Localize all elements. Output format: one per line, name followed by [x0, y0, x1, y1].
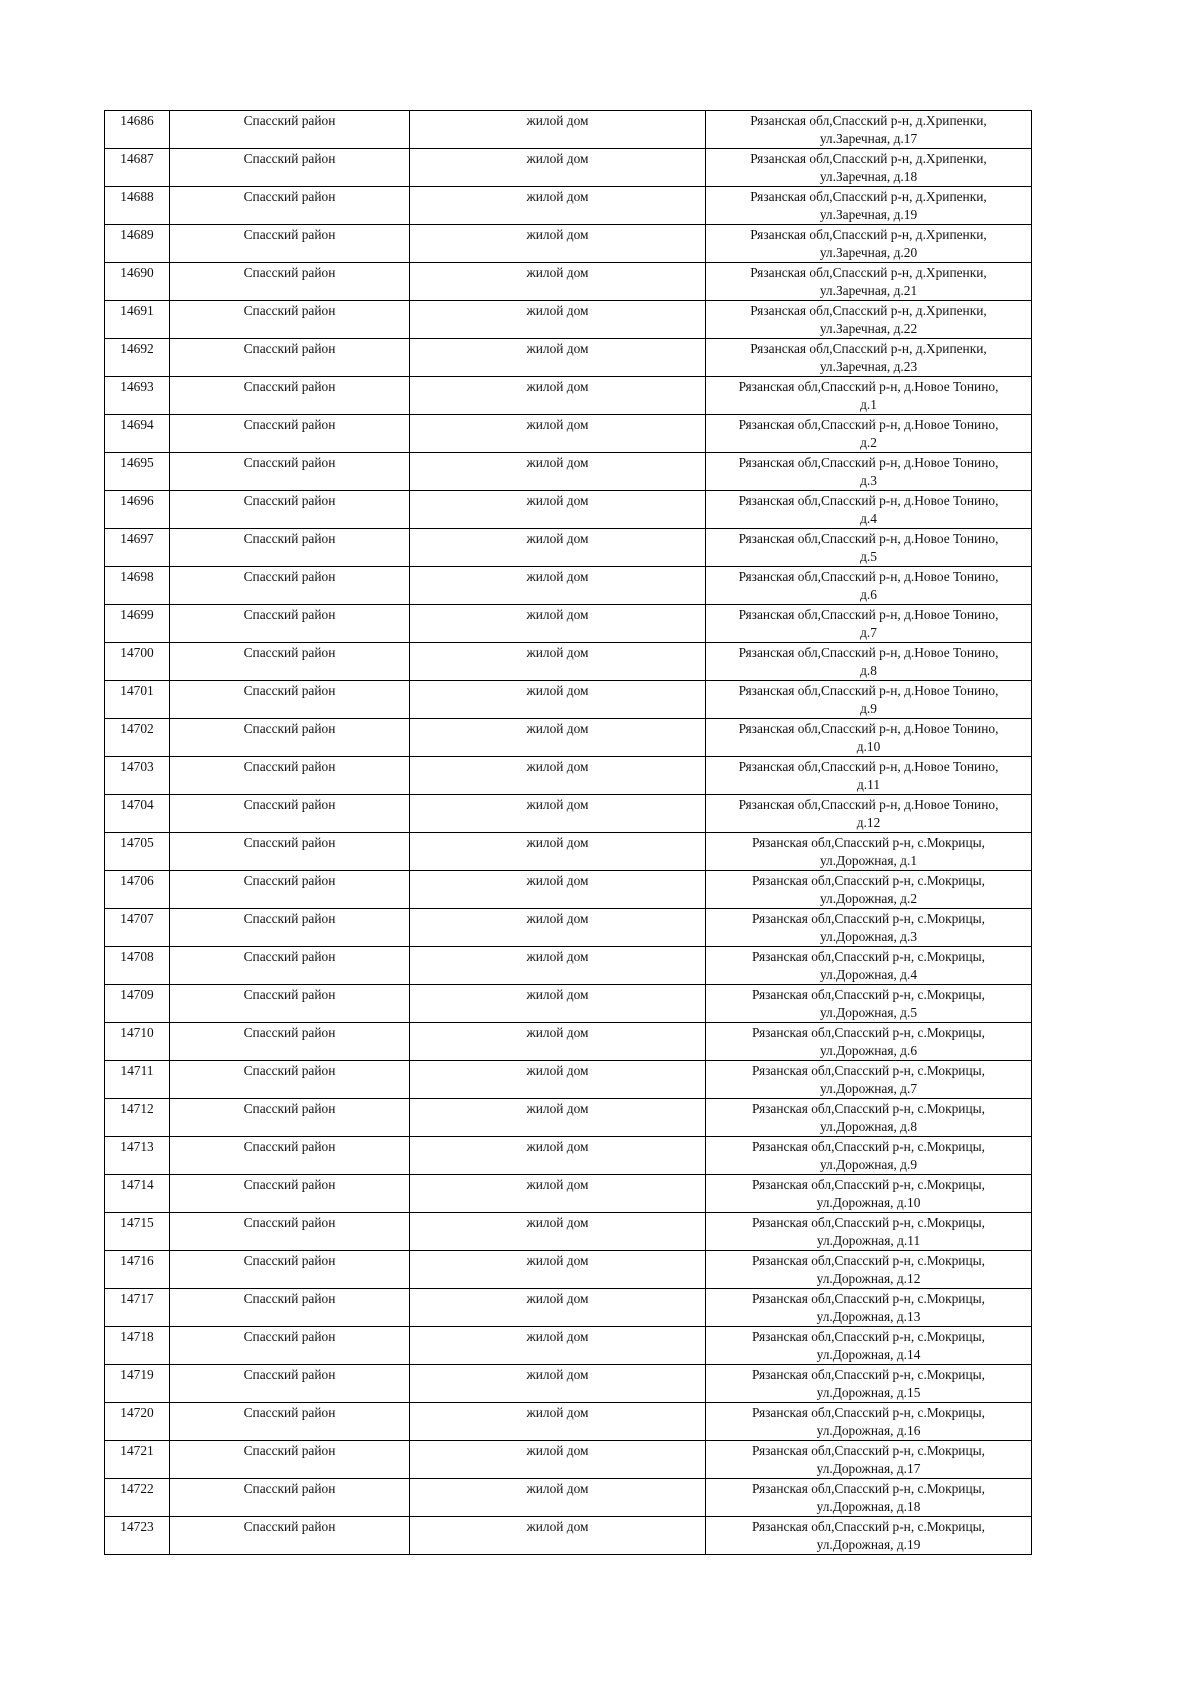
- address-line-2: ул.Заречная, д.17: [819, 131, 918, 146]
- table-row: [105, 1137, 1032, 1175]
- district-cell: Спасский район: [170, 681, 410, 719]
- address-line-2: д.6: [860, 587, 877, 602]
- district-cell: Спасский район: [170, 225, 410, 263]
- district-cell: Спасский район: [170, 871, 410, 909]
- object-type-cell: жилой дом: [410, 1365, 706, 1403]
- table-row: [105, 605, 1032, 643]
- address-line-2: ул.Дорожная, д.16: [816, 1423, 921, 1438]
- district-cell: Спасский район: [170, 301, 410, 339]
- address-line-1: Рязанская обл,Спасский р-н, с.Мокрицы,: [752, 1291, 985, 1306]
- table-row: [105, 1441, 1032, 1479]
- table-row: [105, 149, 1032, 187]
- address-cell: [706, 681, 1032, 719]
- object-type-cell: жилой дом: [410, 453, 706, 491]
- address-cell: [706, 225, 1032, 263]
- address-cell: [706, 1099, 1032, 1137]
- table-row: [105, 871, 1032, 909]
- address-line-2: ул.Дорожная, д.17: [816, 1461, 921, 1476]
- object-type-cell: жилой дом: [410, 491, 706, 529]
- record-number-cell: 14693: [105, 377, 170, 415]
- object-type-cell: жилой дом: [410, 605, 706, 643]
- address-line-2: д.2: [860, 435, 877, 450]
- object-type-cell: жилой дом: [410, 567, 706, 605]
- address-line-1: Рязанская обл,Спасский р-н, с.Мокрицы,: [752, 873, 985, 888]
- address-line-1: Рязанская обл,Спасский р-н, с.Мокрицы,: [752, 1025, 985, 1040]
- address-line-1: Рязанская обл,Спасский р-н, д.Хрипенки,: [750, 227, 987, 242]
- address-line-2: ул.Дорожная, д.1: [819, 853, 918, 868]
- district-cell: Спасский район: [170, 187, 410, 225]
- address-cell: [706, 339, 1032, 377]
- address-line-2: ул.Заречная, д.19: [819, 207, 918, 222]
- record-number-cell: 14702: [105, 719, 170, 757]
- address-line-2: ул.Дорожная, д.12: [816, 1271, 921, 1286]
- record-number-cell: 14711: [105, 1061, 170, 1099]
- address-line-1: Рязанская обл,Спасский р-н, с.Мокрицы,: [752, 1101, 985, 1116]
- address-line-1: Рязанская обл,Спасский р-н, д.Хрипенки,: [750, 151, 987, 166]
- address-cell: [706, 1441, 1032, 1479]
- address-line-2: ул.Дорожная, д.14: [816, 1347, 921, 1362]
- table-row: [105, 719, 1032, 757]
- address-line-2: ул.Заречная, д.22: [819, 321, 918, 336]
- address-line-2: ул.Дорожная, д.6: [819, 1043, 918, 1058]
- object-type-cell: жилой дом: [410, 1175, 706, 1213]
- object-type-cell: жилой дом: [410, 871, 706, 909]
- address-cell: [706, 909, 1032, 947]
- record-number-cell: 14705: [105, 833, 170, 871]
- table-row: [105, 491, 1032, 529]
- table-row: [105, 985, 1032, 1023]
- district-cell: Спасский район: [170, 567, 410, 605]
- address-cell: [706, 377, 1032, 415]
- object-type-cell: жилой дом: [410, 643, 706, 681]
- address-line-1: Рязанская обл,Спасский р-н, д.Новое Тонино,: [738, 455, 999, 470]
- address-line-2: д.11: [856, 777, 881, 792]
- record-number-cell: 14708: [105, 947, 170, 985]
- district-cell: Спасский район: [170, 909, 410, 947]
- object-type-cell: жилой дом: [410, 985, 706, 1023]
- table-row: [105, 415, 1032, 453]
- address-cell: [706, 1251, 1032, 1289]
- table-row: [105, 643, 1032, 681]
- address-cell: [706, 301, 1032, 339]
- address-line-2: ул.Дорожная, д.15: [816, 1385, 921, 1400]
- address-cell: [706, 1365, 1032, 1403]
- object-type-cell: жилой дом: [410, 263, 706, 301]
- address-line-2: ул.Заречная, д.21: [819, 283, 918, 298]
- table-row: [105, 833, 1032, 871]
- address-line-1: Рязанская обл,Спасский р-н, с.Мокрицы,: [752, 835, 985, 850]
- object-type-cell: жилой дом: [410, 1061, 706, 1099]
- address-cell: [706, 871, 1032, 909]
- record-number-cell: 14721: [105, 1441, 170, 1479]
- record-number-cell: 14713: [105, 1137, 170, 1175]
- table-row: [105, 377, 1032, 415]
- table-row: [105, 1403, 1032, 1441]
- address-line-1: Рязанская обл,Спасский р-н, с.Мокрицы,: [752, 1329, 985, 1344]
- address-cell: [706, 263, 1032, 301]
- object-type-cell: жилой дом: [410, 1517, 706, 1555]
- table-row: [105, 1213, 1032, 1251]
- record-number-cell: 14694: [105, 415, 170, 453]
- address-cell: [706, 1023, 1032, 1061]
- address-line-2: д.10: [856, 739, 881, 754]
- table-row: [105, 567, 1032, 605]
- record-number-cell: 14687: [105, 149, 170, 187]
- object-type-cell: жилой дом: [410, 377, 706, 415]
- record-number-cell: 14686: [105, 111, 170, 149]
- address-line-2: ул.Заречная, д.20: [819, 245, 918, 260]
- address-line-1: Рязанская обл,Спасский р-н, с.Мокрицы,: [752, 1519, 985, 1534]
- district-cell: Спасский район: [170, 453, 410, 491]
- district-cell: Спасский район: [170, 1099, 410, 1137]
- address-cell: [706, 1403, 1032, 1441]
- address-line-1: Рязанская обл,Спасский р-н, д.Хрипенки,: [750, 113, 987, 128]
- address-line-2: д.1: [860, 397, 877, 412]
- address-line-1: Рязанская обл,Спасский р-н, с.Мокрицы,: [752, 987, 985, 1002]
- table-row: [105, 111, 1032, 149]
- address-line-2: ул.Дорожная, д.5: [819, 1005, 918, 1020]
- table-row: [105, 529, 1032, 567]
- district-cell: Спасский район: [170, 1137, 410, 1175]
- object-type-cell: жилой дом: [410, 795, 706, 833]
- object-type-cell: жилой дом: [410, 339, 706, 377]
- object-type-cell: жилой дом: [410, 757, 706, 795]
- address-cell: [706, 1327, 1032, 1365]
- district-cell: Спасский район: [170, 111, 410, 149]
- district-cell: Спасский район: [170, 1289, 410, 1327]
- address-line-2: ул.Дорожная, д.2: [819, 891, 918, 906]
- property-registry-table: [104, 110, 1032, 1555]
- address-cell: [706, 605, 1032, 643]
- table-row: [105, 795, 1032, 833]
- object-type-cell: жилой дом: [410, 1213, 706, 1251]
- table-row: [105, 453, 1032, 491]
- record-number-cell: 14692: [105, 339, 170, 377]
- address-line-1: Рязанская обл,Спасский р-н, д.Новое Тонино,: [738, 531, 999, 546]
- table-row: [105, 909, 1032, 947]
- object-type-cell: жилой дом: [410, 415, 706, 453]
- record-number-cell: 14697: [105, 529, 170, 567]
- district-cell: Спасский район: [170, 1479, 410, 1517]
- address-line-1: Рязанская обл,Спасский р-н, д.Новое Тонино,: [738, 759, 999, 774]
- address-line-2: ул.Дорожная, д.13: [816, 1309, 921, 1324]
- address-line-1: Рязанская обл,Спасский р-н, д.Хрипенки,: [750, 265, 987, 280]
- address-line-2: ул.Дорожная, д.11: [816, 1233, 921, 1248]
- address-line-2: ул.Дорожная, д.8: [819, 1119, 918, 1134]
- table-row: [105, 1365, 1032, 1403]
- address-line-1: Рязанская обл,Спасский р-н, д.Новое Тонино,: [738, 417, 999, 432]
- district-cell: Спасский район: [170, 1023, 410, 1061]
- address-cell: [706, 111, 1032, 149]
- address-line-1: Рязанская обл,Спасский р-н, с.Мокрицы,: [752, 911, 985, 926]
- address-cell: [706, 453, 1032, 491]
- object-type-cell: жилой дом: [410, 187, 706, 225]
- address-line-1: Рязанская обл,Спасский р-н, с.Мокрицы,: [752, 1443, 985, 1458]
- table-row: [105, 1479, 1032, 1517]
- object-type-cell: жилой дом: [410, 947, 706, 985]
- address-line-1: Рязанская обл,Спасский р-н, д.Новое Тонино,: [738, 683, 999, 698]
- address-line-1: Рязанская обл,Спасский р-н, с.Мокрицы,: [752, 1367, 985, 1382]
- address-line-1: Рязанская обл,Спасский р-н, с.Мокрицы,: [752, 1215, 985, 1230]
- table-row: [105, 1327, 1032, 1365]
- object-type-cell: жилой дом: [410, 1479, 706, 1517]
- record-number-cell: 14712: [105, 1099, 170, 1137]
- address-line-1: Рязанская обл,Спасский р-н, д.Новое Тонино,: [738, 569, 999, 584]
- address-line-1: Рязанская обл,Спасский р-н, с.Мокрицы,: [752, 1253, 985, 1268]
- record-number-cell: 14698: [105, 567, 170, 605]
- district-cell: Спасский район: [170, 491, 410, 529]
- district-cell: Спасский район: [170, 1213, 410, 1251]
- record-number-cell: 14718: [105, 1327, 170, 1365]
- address-cell: [706, 1213, 1032, 1251]
- address-cell: [706, 1517, 1032, 1555]
- address-line-2: д.3: [860, 473, 877, 488]
- address-cell: [706, 187, 1032, 225]
- record-number-cell: 14714: [105, 1175, 170, 1213]
- district-cell: Спасский район: [170, 757, 410, 795]
- record-number-cell: 14695: [105, 453, 170, 491]
- object-type-cell: жилой дом: [410, 225, 706, 263]
- address-line-1: Рязанская обл,Спасский р-н, с.Мокрицы,: [752, 1063, 985, 1078]
- record-number-cell: 14696: [105, 491, 170, 529]
- address-line-1: Рязанская обл,Спасский р-н, д.Хрипенки,: [750, 341, 987, 356]
- district-cell: Спасский район: [170, 1517, 410, 1555]
- address-line-1: Рязанская обл,Спасский р-н, д.Новое Тонино,: [738, 721, 999, 736]
- table-row: [105, 339, 1032, 377]
- object-type-cell: жилой дом: [410, 149, 706, 187]
- address-line-1: Рязанская обл,Спасский р-н, д.Новое Тонино,: [738, 493, 999, 508]
- district-cell: Спасский район: [170, 643, 410, 681]
- table-row: [105, 1289, 1032, 1327]
- address-line-1: Рязанская обл,Спасский р-н, с.Мокрицы,: [752, 1481, 985, 1496]
- address-cell: [706, 833, 1032, 871]
- district-cell: Спасский район: [170, 605, 410, 643]
- address-line-2: ул.Дорожная, д.3: [819, 929, 918, 944]
- address-line-1: Рязанская обл,Спасский р-н, д.Новое Тонино,: [738, 607, 999, 622]
- table-row: [105, 757, 1032, 795]
- record-number-cell: 14691: [105, 301, 170, 339]
- record-number-cell: 14706: [105, 871, 170, 909]
- table-row: [105, 681, 1032, 719]
- record-number-cell: 14720: [105, 1403, 170, 1441]
- table-row: [105, 1517, 1032, 1555]
- object-type-cell: жилой дом: [410, 1289, 706, 1327]
- table-row: [105, 1023, 1032, 1061]
- address-cell: [706, 1061, 1032, 1099]
- address-line-2: ул.Дорожная, д.9: [819, 1157, 918, 1172]
- address-line-1: Рязанская обл,Спасский р-н, с.Мокрицы,: [752, 1139, 985, 1154]
- address-cell: [706, 1175, 1032, 1213]
- district-cell: Спасский район: [170, 1365, 410, 1403]
- table-row: [105, 1251, 1032, 1289]
- record-number-cell: 14719: [105, 1365, 170, 1403]
- table-row: [105, 1175, 1032, 1213]
- record-number-cell: 14723: [105, 1517, 170, 1555]
- object-type-cell: жилой дом: [410, 833, 706, 871]
- record-number-cell: 14699: [105, 605, 170, 643]
- address-line-2: ул.Дорожная, д.19: [816, 1537, 921, 1552]
- district-cell: Спасский район: [170, 415, 410, 453]
- district-cell: Спасский район: [170, 1251, 410, 1289]
- record-number-cell: 14710: [105, 1023, 170, 1061]
- address-cell: [706, 1479, 1032, 1517]
- object-type-cell: жилой дом: [410, 1137, 706, 1175]
- address-cell: [706, 1137, 1032, 1175]
- address-line-2: ул.Заречная, д.18: [819, 169, 918, 184]
- address-line-1: Рязанская обл,Спасский р-н, с.Мокрицы,: [752, 1177, 985, 1192]
- record-number-cell: 14722: [105, 1479, 170, 1517]
- object-type-cell: жилой дом: [410, 719, 706, 757]
- record-number-cell: 14690: [105, 263, 170, 301]
- object-type-cell: жилой дом: [410, 1403, 706, 1441]
- address-cell: [706, 415, 1032, 453]
- record-number-cell: 14715: [105, 1213, 170, 1251]
- table-row: [105, 263, 1032, 301]
- object-type-cell: жилой дом: [410, 909, 706, 947]
- address-cell: [706, 149, 1032, 187]
- record-number-cell: 14707: [105, 909, 170, 947]
- object-type-cell: жилой дом: [410, 1251, 706, 1289]
- address-line-1: Рязанская обл,Спасский р-н, с.Мокрицы,: [752, 949, 985, 964]
- district-cell: Спасский район: [170, 263, 410, 301]
- address-line-1: Рязанская обл,Спасский р-н, д.Хрипенки,: [750, 189, 987, 204]
- address-line-2: д.5: [860, 549, 877, 564]
- address-line-2: ул.Дорожная, д.4: [819, 967, 918, 982]
- address-line-1: Рязанская обл,Спасский р-н, д.Новое Тонино,: [738, 797, 999, 812]
- district-cell: Спасский район: [170, 377, 410, 415]
- address-cell: [706, 491, 1032, 529]
- address-cell: [706, 757, 1032, 795]
- address-cell: [706, 985, 1032, 1023]
- address-cell: [706, 529, 1032, 567]
- table-row: [105, 1061, 1032, 1099]
- record-number-cell: 14717: [105, 1289, 170, 1327]
- object-type-cell: жилой дом: [410, 1327, 706, 1365]
- address-line-2: ул.Дорожная, д.18: [816, 1499, 921, 1514]
- registry-table-body: [105, 111, 1032, 1555]
- address-line-2: д.7: [860, 625, 877, 640]
- address-cell: [706, 795, 1032, 833]
- district-cell: Спасский район: [170, 833, 410, 871]
- table-row: [105, 225, 1032, 263]
- record-number-cell: 14689: [105, 225, 170, 263]
- object-type-cell: жилой дом: [410, 529, 706, 567]
- object-type-cell: жилой дом: [410, 1023, 706, 1061]
- record-number-cell: 14700: [105, 643, 170, 681]
- address-line-2: ул.Дорожная, д.7: [819, 1081, 918, 1096]
- district-cell: Спасский район: [170, 947, 410, 985]
- district-cell: Спасский район: [170, 795, 410, 833]
- district-cell: Спасский район: [170, 339, 410, 377]
- record-number-cell: 14703: [105, 757, 170, 795]
- table-row: [105, 1099, 1032, 1137]
- address-cell: [706, 1289, 1032, 1327]
- address-cell: [706, 947, 1032, 985]
- object-type-cell: жилой дом: [410, 301, 706, 339]
- table-row: [105, 947, 1032, 985]
- object-type-cell: жилой дом: [410, 681, 706, 719]
- address-cell: [706, 719, 1032, 757]
- address-line-1: Рязанская обл,Спасский р-н, д.Новое Тонино,: [738, 645, 999, 660]
- district-cell: Спасский район: [170, 985, 410, 1023]
- address-line-2: д.12: [856, 815, 881, 830]
- district-cell: Спасский район: [170, 1327, 410, 1365]
- address-line-2: ул.Заречная, д.23: [819, 359, 918, 374]
- address-line-2: д.4: [860, 511, 877, 526]
- district-cell: Спасский район: [170, 1175, 410, 1213]
- address-line-2: ул.Дорожная, д.10: [816, 1195, 921, 1210]
- address-line-1: Рязанская обл,Спасский р-н, с.Мокрицы,: [752, 1405, 985, 1420]
- record-number-cell: 14701: [105, 681, 170, 719]
- object-type-cell: жилой дом: [410, 1099, 706, 1137]
- table-row: [105, 301, 1032, 339]
- address-cell: [706, 567, 1032, 605]
- object-type-cell: жилой дом: [410, 111, 706, 149]
- record-number-cell: 14704: [105, 795, 170, 833]
- address-line-2: д.9: [860, 701, 877, 716]
- district-cell: Спасский район: [170, 719, 410, 757]
- address-cell: [706, 643, 1032, 681]
- district-cell: Спасский район: [170, 149, 410, 187]
- address-line-1: Рязанская обл,Спасский р-н, д.Новое Тонино,: [738, 379, 999, 394]
- table-row: [105, 187, 1032, 225]
- address-line-1: Рязанская обл,Спасский р-н, д.Хрипенки,: [750, 303, 987, 318]
- address-line-2: д.8: [860, 663, 877, 678]
- district-cell: Спасский район: [170, 1403, 410, 1441]
- record-number-cell: 14688: [105, 187, 170, 225]
- district-cell: Спасский район: [170, 1061, 410, 1099]
- record-number-cell: 14709: [105, 985, 170, 1023]
- district-cell: Спасский район: [170, 1441, 410, 1479]
- record-number-cell: 14716: [105, 1251, 170, 1289]
- district-cell: Спасский район: [170, 529, 410, 567]
- object-type-cell: жилой дом: [410, 1441, 706, 1479]
